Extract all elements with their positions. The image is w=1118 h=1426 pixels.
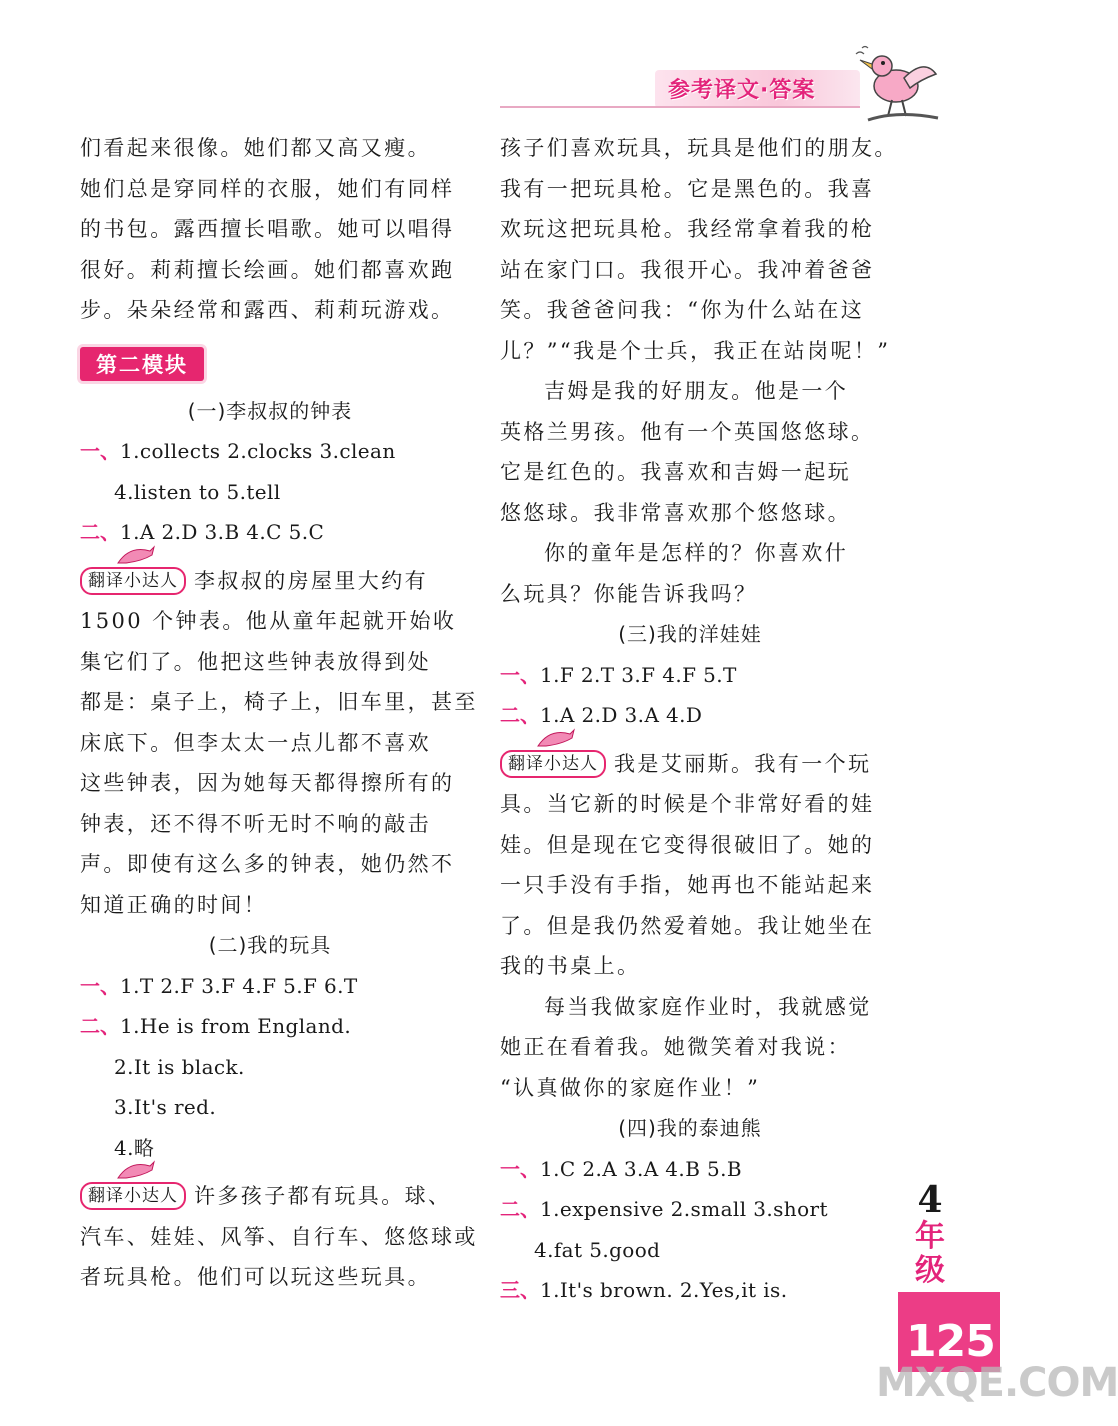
translation-badge	[80, 1182, 186, 1210]
text-line: 孩子们喜欢玩具，玩具是他们的朋友。	[500, 136, 898, 160]
right-column	[500, 128, 898, 1311]
text-line: 了。但是我仍然爱着她。我让她坐在	[500, 913, 875, 938]
text-line: 站在家门口。我很开心。我冲着爸爸	[500, 257, 875, 282]
translation-first-line	[80, 561, 460, 602]
question-number: 二、	[500, 703, 540, 727]
question-number: 一、	[80, 973, 120, 998]
text-line: 汽车、娃娃、风筝、自行车、悠悠球或	[80, 1224, 478, 1249]
answer-text: 1.A 2.D 3.B 4.C 5.C	[120, 520, 325, 544]
answer-text: 1.expensive 2.small 3.short	[540, 1197, 828, 1221]
text-line: 声。即使有这么多的钟表，她仍然不	[80, 852, 455, 876]
text-line: 都是：桌子上，椅子上，旧车里，甚至	[80, 690, 478, 714]
question-number: 二、	[80, 1014, 120, 1038]
text-line: 1500 个钟表。他从童年起就开始收	[80, 609, 457, 633]
translation-badge-label: 翻译小达人	[508, 753, 598, 774]
text-line: 很好。莉莉擅长绘画。她们都喜欢跑	[80, 257, 455, 282]
answer-line: 2.It is black.	[114, 1054, 245, 1079]
text-line: 具。当它新的时候是个非常好看的娃	[500, 792, 875, 816]
translation-badge-label: 翻译小达人	[88, 570, 178, 591]
answer-line: 4.listen to 5.tell	[114, 479, 281, 504]
text-line: 知道正确的时间！	[80, 892, 268, 917]
module-header	[80, 331, 460, 391]
translation-badge-label: 翻译小达人	[88, 1186, 178, 1206]
text-line: 笑。我爸爸问我：“你为什么站在这	[500, 298, 865, 322]
dolphin-icon	[536, 726, 576, 752]
text-line: 床底下。但李太太一点儿都不喜欢	[80, 730, 431, 755]
text-line: 我的书桌上。	[500, 954, 641, 978]
module-badge: 第二模块	[80, 347, 204, 381]
answer-line: 4.fat 5.good	[534, 1237, 661, 1262]
text-line: 李叔叔的房屋里大约有	[194, 568, 428, 593]
text-line: 每当我做家庭作业时，我就感觉	[544, 994, 872, 1019]
bird-mascot-icon	[848, 44, 944, 134]
answer-text: 1.He is from England.	[120, 1014, 352, 1038]
section-title: (一)李叔叔的钟表	[187, 398, 353, 423]
answer-line	[500, 655, 880, 696]
translation-badge	[80, 567, 186, 595]
answer-line	[500, 1189, 880, 1230]
text-line: 的书包。露西擅长唱歌。她可以唱得	[80, 217, 455, 241]
translation-badge	[500, 750, 606, 778]
answer-line: 4.略	[114, 1135, 155, 1160]
header-title: 参考译文·答案	[668, 78, 816, 103]
text-line: 么玩具？你能告诉我吗？	[500, 581, 758, 606]
text-line: 儿？”“我是个士兵，我正在站岗呢！”	[500, 338, 891, 363]
grade-label: 年	[915, 1219, 945, 1254]
question-number: 一、	[500, 662, 540, 687]
question-number: 二、	[80, 520, 120, 544]
text-line: 悠悠球。我非常喜欢那个悠悠球。	[500, 500, 851, 525]
answer-line	[500, 1270, 880, 1311]
answer-text: 1.C 2.A 3.A 4.B 5.B	[540, 1156, 743, 1181]
text-line: 者玩具枪。他们可以玩这些玩具。	[80, 1265, 431, 1289]
question-number: 二、	[500, 1197, 540, 1221]
page-number: 125	[906, 1316, 995, 1367]
text-line: 我是艾丽斯。我有一个玩	[614, 751, 872, 776]
header-rule	[500, 106, 860, 108]
text-line: 你的童年是怎样的？你喜欢什	[544, 541, 849, 565]
answer-line: 3.It's red.	[114, 1095, 217, 1119]
answer-line	[80, 431, 460, 472]
text-line: 们看起来很像。她们都又高又瘦。	[80, 136, 431, 160]
text-line: 我有一把玩具枪。它是黑色的。我喜	[500, 176, 875, 201]
answer-line	[80, 966, 460, 1007]
dolphin-icon	[116, 543, 156, 569]
answer-text: 1.F 2.T 3.F 4.F 5.T	[540, 662, 737, 687]
section-title: (三)我的洋娃娃	[618, 622, 762, 646]
text-line: 她正在看着我。她微笑着对我说：	[500, 1035, 851, 1059]
text-line: 它是红色的。我喜欢和吉姆一起玩	[500, 460, 851, 484]
text-line: 吉姆是我的好朋友。他是一个	[544, 379, 849, 403]
answer-text: 1.collects 2.clocks 3.clean	[120, 439, 396, 463]
text-line: 钟表，还不得不听无时不响的敲击	[80, 811, 431, 836]
grade-label: 级	[915, 1253, 945, 1288]
text-line: 许多孩子都有玩具。球、	[194, 1184, 452, 1208]
left-column	[80, 128, 478, 1298]
answer-line	[500, 1149, 880, 1190]
grade-number: 4	[917, 1179, 943, 1221]
watermark: MXQE.COM	[876, 1360, 1118, 1406]
text-line: 一只手没有手指，她再也不能站起来	[500, 873, 875, 897]
answer-line	[80, 1006, 460, 1047]
section-title: (二)我的玩具	[208, 933, 332, 957]
text-line: 英格兰男孩。他有一个英国悠悠球。	[500, 419, 875, 444]
question-number: 一、	[80, 439, 120, 463]
translation-first-line	[80, 1176, 460, 1217]
question-number: 三、	[500, 1278, 540, 1302]
question-number: 一、	[500, 1156, 540, 1181]
translation-first-line	[500, 744, 880, 785]
text-line: 欢玩这把玩具枪。我经常拿着我的枪	[500, 217, 875, 241]
grade-tab	[905, 1180, 955, 1288]
dolphin-icon	[116, 1158, 156, 1184]
text-line: 集它们了。他把这些钟表放得到处	[80, 649, 431, 674]
text-line: 这些钟表，因为她每天都得擦所有的	[80, 771, 455, 795]
text-line: 娃。但是现在它变得很破旧了。她的	[500, 832, 875, 857]
text-line: 步。朵朵经常和露西、莉莉玩游戏。	[80, 298, 455, 322]
text-line: “认真做你的家庭作业！”	[500, 1075, 761, 1100]
answer-text: 1.It's brown. 2.Yes,it is.	[540, 1278, 788, 1302]
section-title: (四)我的泰迪熊	[618, 1116, 762, 1140]
answer-text: 1.A 2.D 3.A 4.D	[540, 703, 703, 727]
text-line: 她们总是穿同样的衣服，她们有同样	[80, 176, 455, 201]
answer-text: 1.T 2.F 3.F 4.F 5.F 6.T	[120, 973, 358, 998]
